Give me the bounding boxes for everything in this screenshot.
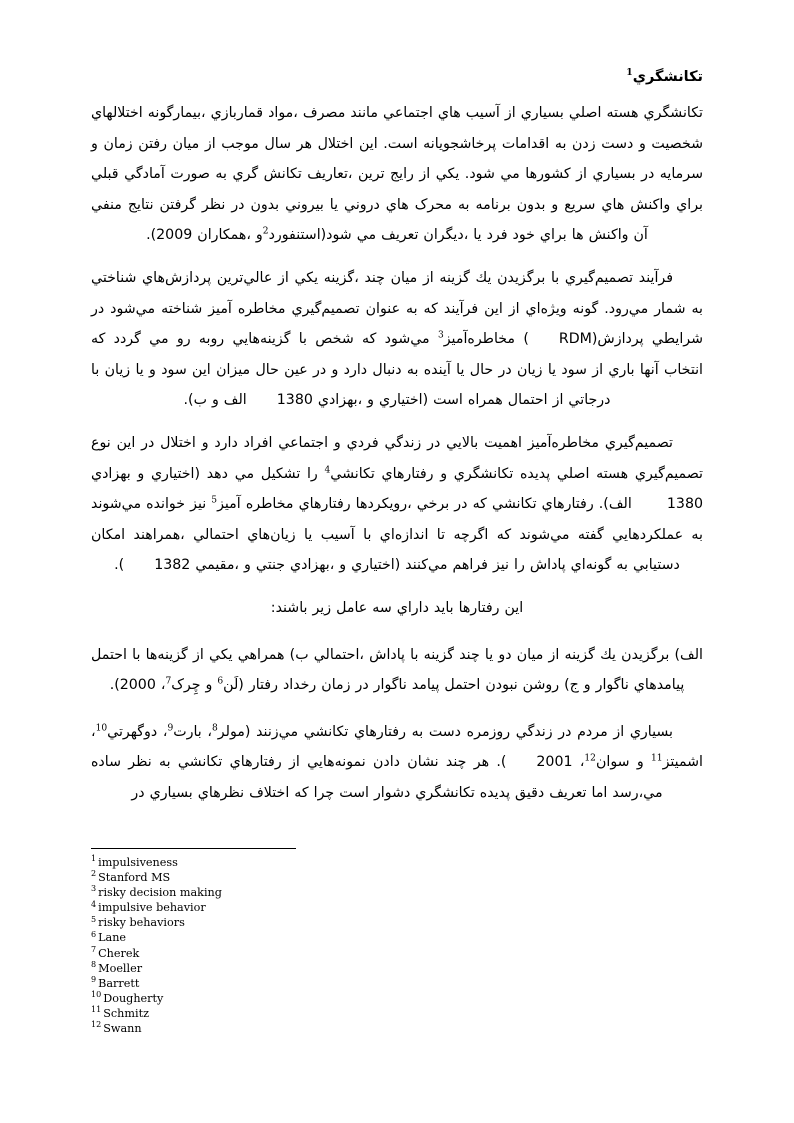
footnote-ref: 12 — [584, 753, 596, 764]
footnote-ref: 7 — [165, 676, 172, 687]
paragraph-p2-decision-making-process: فرآيند تصميم‌گيري با برگزيدن يك گزينه از ميان چند ،گزينه يكي از عالي‌ترين پردازش‌هاي شناختي به شمار مي‌رود. گونه ويژه‌اي از اين فرآيند كه به عنوان تصميم‌گيري مخاطره آميز شناخته مي‌شود در شرايطي پردازش(RDM) مخاطره‌آميز$^3$ مي‌شود كه شخص با گزينه‌هايي روبه رو مي گردد كه انتخاب آنها باري از سود يا زيان در حال يا آينده به دنبال دارد و در عين حال ميزان اين سود و يا زيان با درجاتي از احتمال همراه است (اختياري و ،بهزادي 1380الف و ب). — [91, 263, 703, 416]
footnote-ref: 11 — [651, 753, 663, 764]
page-title-text: تکانشگري — [632, 69, 703, 85]
paragraph-spacer — [91, 624, 703, 640]
footnote-item — [91, 991, 703, 1006]
footnote-number: 12 — [91, 1020, 102, 1030]
footnote-list — [91, 855, 703, 1036]
page-title — [91, 62, 703, 92]
paragraph-p1-impulsivity-definition: تکانشگري هسته اصلي بسياري از آسيب هاي اجتماعي مانند مصرف ،مواد قماربازي ،بيمارگونه اختلالهاي شخصيت و دست زدن به اقدامات پرخاشجويانه است. اين اختلال هر سال موجب از ميان رفتن زمان و سرمايه در بسياري از کشورها مي شود. يکي از رايج ترين ،تعاريف تکانش گري به صورت آمادگي قبلي براي واکنش هاي سريع و بدون برنامه به محرک هاي دروني يا بيروني بدون در نظر گرفتن نتايج منفي آن واکنش ها براي خود فرد يا ،ديگران تعريف مي شود(استنفورد$^2$و ،همکاران 2009). — [91, 98, 703, 251]
paragraph-p6-everyday-impulsive-behavior: بسياري از مردم در زندگي روزمره دست به رفتارهاي تکانشي مي‌زنند (مولر$^8$، بارت$^9$، دوگهرتي$^{10}$، اشميتز$^{11}$ و سوان$^{12}$، 2001). هر چند نشان دادن نمونه‌هايي از رفتارهاي تکانشي به نظر ساده مي‌،رسد اما تعريف دقيق پديده تکانشگري دشوار است چرا که اختلاف نظرهاي بسياري در — [91, 722, 704, 801]
footnote-separator-rule — [91, 848, 296, 849]
footnote-text: Dougherty — [103, 991, 164, 1005]
latin-run: RDM — [558, 331, 592, 348]
footnote-text: risky decision making — [98, 886, 222, 900]
latin-run: 1382 — [154, 557, 191, 574]
footnote-ref: 10 — [95, 722, 108, 733]
footnote-number: 3 — [91, 884, 97, 894]
footnote-item — [91, 946, 703, 961]
footnote-item — [91, 915, 703, 930]
footnote-text: Barrett — [98, 976, 140, 990]
footnote-item — [91, 855, 703, 870]
footnote-ref: 6 — [217, 676, 224, 687]
footnote-text: Schmitz — [103, 1006, 149, 1020]
footnote-item — [91, 976, 703, 991]
footnote-ref: 4 — [324, 464, 331, 475]
footnote-number: 9 — [91, 975, 97, 985]
latin-run: 2009 — [156, 227, 193, 244]
paragraph-p4-three-factors-intro: اين رفتارها بايد داراي سه عامل زير باشند: — [270, 599, 524, 616]
footnote-number: 6 — [91, 929, 97, 939]
footnote-text: risky behaviors — [98, 916, 185, 930]
footnote-ref: 9 — [167, 722, 174, 733]
footnote-item — [91, 961, 703, 976]
footnote-number: 11 — [91, 1005, 102, 1015]
footnote-text: Moeller — [98, 961, 143, 975]
footnote-number: 5 — [91, 914, 97, 924]
footnote-text: Lane — [98, 931, 127, 945]
footnote-item — [91, 870, 703, 885]
paragraph-p5-factor-list: الف) برگزيدن يك گزينه از ميان دو يا چند گزينه با پاداش ،احتمالي ب) همراهي يكي از گزينه‌ها با احتمل پيامدهاي ناگوار و ج) روشن نبودن احتمل پيامد ناگوار در زمان رخداد رفتار (لَن$^6$ و چِرک$^7$، 2000). — [91, 640, 703, 701]
footnote-text: Cherek — [98, 946, 140, 960]
paragraph-p3-risky-decision-importance: تصميم‌گيري مخاطره‌آميز اهميت بالايي در زندگي فردي و اجتماعي افراد دارد و اختلال در اين نوع تصميم‌گيري هسته اصلي پديده تکانشگري و رفتارهاي تکانشي$^4$ را تشکيل مي دهد (اختياري و بهزادي1380 الف). رفتارهاي تکانشي که در برخي ،رويکردها رفتارهاي مخاطره آميز$^5$ نيز خوانده مي‌شوند به عملکردهايي گفته مي‌شوند که اگرچه تا اندازه‌اي با آسيب يا زيان‌هاي احتمالي ،همراهند امکان دستيابي به گونه‌اي پاداش را نيز فراهم مي‌کنند (اختياري و ،بهزادي جنتي و ،مقيمي 1382). — [91, 428, 703, 581]
footnote-number: 8 — [91, 959, 97, 969]
footnote-number: 1 — [91, 854, 97, 864]
footnote-ref: 5 — [211, 495, 218, 506]
title-footnote-ref: 1 — [626, 67, 633, 79]
footnote-number: 10 — [91, 990, 102, 1000]
footnote-text: impulsiveness — [98, 856, 178, 869]
footnote-item — [91, 1006, 703, 1021]
paragraph-spacer — [91, 701, 703, 717]
paragraph-spacer — [91, 581, 703, 593]
footnote-item — [91, 1021, 703, 1036]
footnote-ref: 8 — [212, 722, 218, 733]
footnote-item — [91, 900, 703, 915]
latin-run: 2001 — [536, 754, 573, 771]
latin-run: 2000 — [119, 677, 156, 694]
paragraph-spacer — [91, 251, 703, 263]
footnote-ref: 2 — [262, 226, 269, 237]
footnote-number: 7 — [91, 944, 97, 954]
footnote-number: 2 — [91, 869, 97, 879]
footnote-ref: 3 — [437, 330, 444, 341]
paragraph-spacer — [91, 416, 703, 428]
footnote-text: Stanford MS — [98, 871, 171, 885]
latin-run: 1380 — [666, 496, 704, 513]
footnote-number: 4 — [91, 899, 97, 909]
document-body — [91, 62, 703, 808]
footnote-item — [91, 930, 703, 945]
footnote-text: impulsive behavior — [98, 901, 206, 915]
footnotes-section — [91, 848, 703, 1036]
footnote-item — [91, 885, 703, 900]
latin-run: 1380 — [276, 392, 313, 409]
footnote-text: Swann — [103, 1022, 142, 1036]
